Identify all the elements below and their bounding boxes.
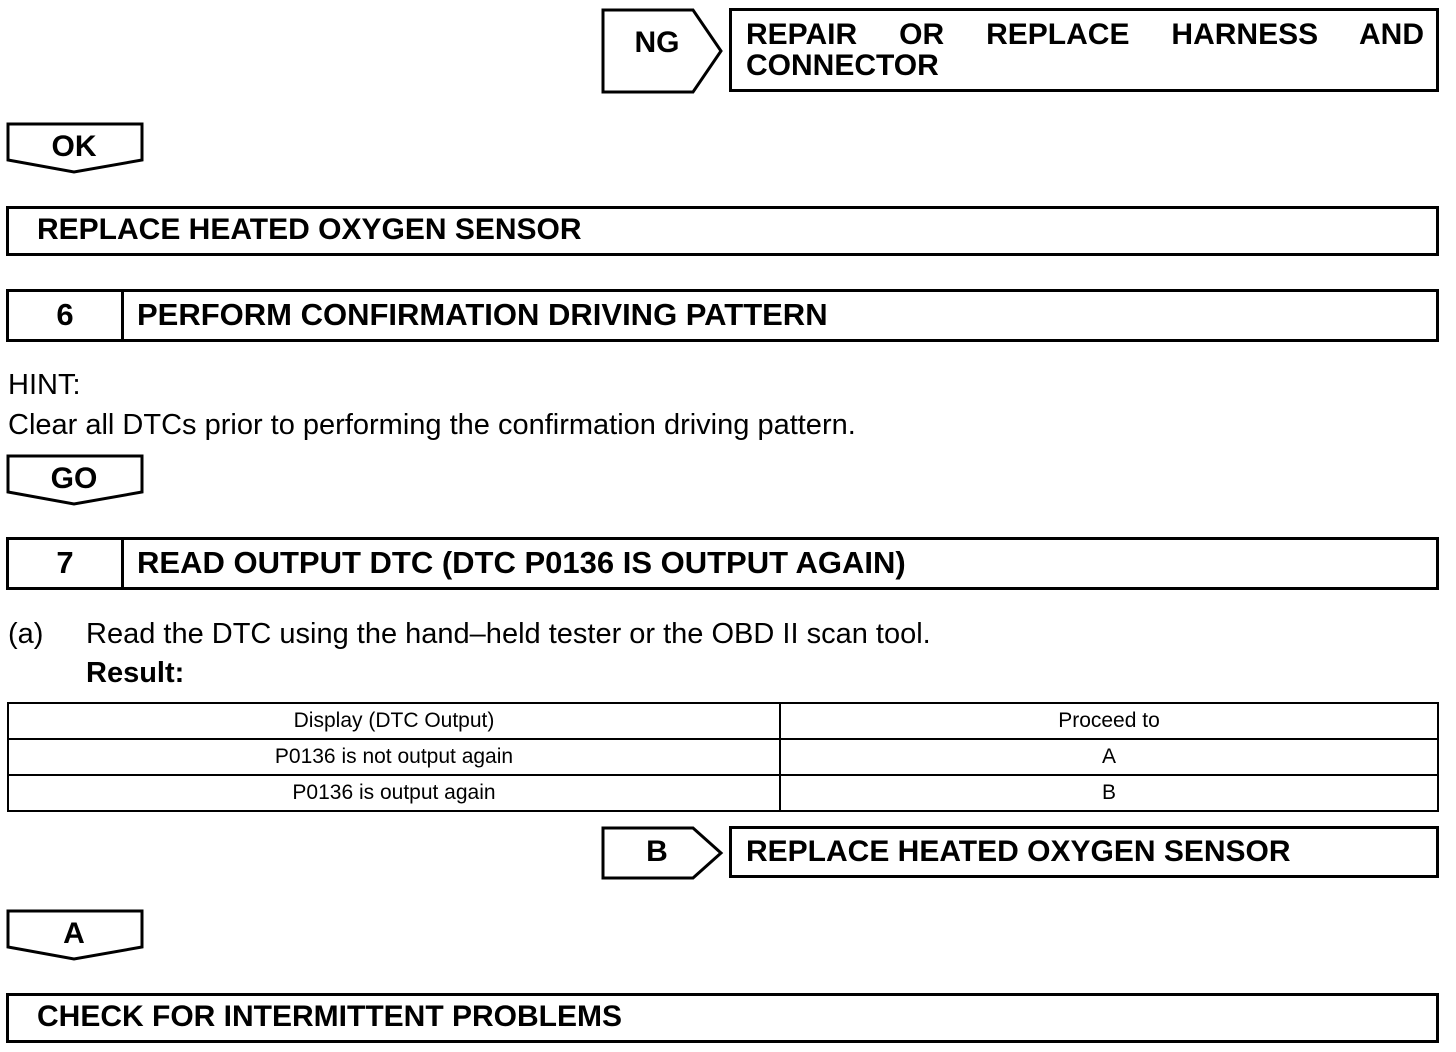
ok-label: OK — [51, 130, 97, 163]
row2-proceed: B — [780, 775, 1438, 811]
header-proceed: Proceed to — [780, 703, 1438, 739]
intermittent-problems-text: CHECK FOR INTERMITTENT PROBLEMS — [37, 1000, 622, 1033]
replace-sensor-box — [6, 206, 1439, 256]
result-label: Result: — [86, 657, 185, 689]
ng-action-line2: CONNECTOR — [746, 49, 939, 82]
a-tag — [6, 909, 146, 963]
b-arrow — [601, 826, 726, 880]
step6-title: PERFORM CONFIRMATION DRIVING PATTERN — [137, 297, 828, 332]
step6-header — [6, 289, 1439, 342]
row1-display: P0136 is not output again — [8, 739, 780, 775]
b-action-text: REPLACE HEATED OXYGEN SENSOR — [746, 835, 1291, 868]
instruction-marker: (a) — [8, 618, 44, 650]
hint-text: Clear all DTCs prior to performing the confirmation driving pattern. — [8, 409, 856, 441]
ng-action-box — [729, 8, 1439, 92]
result-table — [7, 702, 1439, 812]
header-display: Display (DTC Output) — [8, 703, 780, 739]
table-row — [8, 739, 1438, 775]
ng-label: NG — [634, 26, 680, 59]
intermittent-problems-box — [6, 993, 1439, 1043]
b-action-box — [729, 826, 1439, 878]
a-label: A — [63, 917, 85, 950]
row2-display: P0136 is output again — [8, 775, 780, 811]
ok-tag — [6, 122, 146, 176]
replace-sensor-text: REPLACE HEATED OXYGEN SENSOR — [37, 213, 582, 246]
table-row — [8, 775, 1438, 811]
step6-number: 6 — [9, 292, 124, 339]
instruction-text: Read the DTC using the hand–held tester or the OBD II scan tool. — [86, 618, 931, 650]
hint-label: HINT: — [8, 369, 81, 401]
go-tag — [6, 454, 146, 508]
step7-number: 7 — [9, 540, 124, 587]
go-label: GO — [50, 462, 98, 495]
ng-action-line1: REPAIR OR REPLACE HARNESS AND — [746, 18, 1424, 51]
ng-arrow — [601, 8, 726, 94]
step7-title: READ OUTPUT DTC (DTC P0136 IS OUTPUT AGAIN) — [137, 545, 906, 580]
table-header-row — [8, 703, 1438, 739]
b-label: B — [646, 835, 668, 868]
row1-proceed: A — [780, 739, 1438, 775]
step7-header — [6, 537, 1439, 590]
